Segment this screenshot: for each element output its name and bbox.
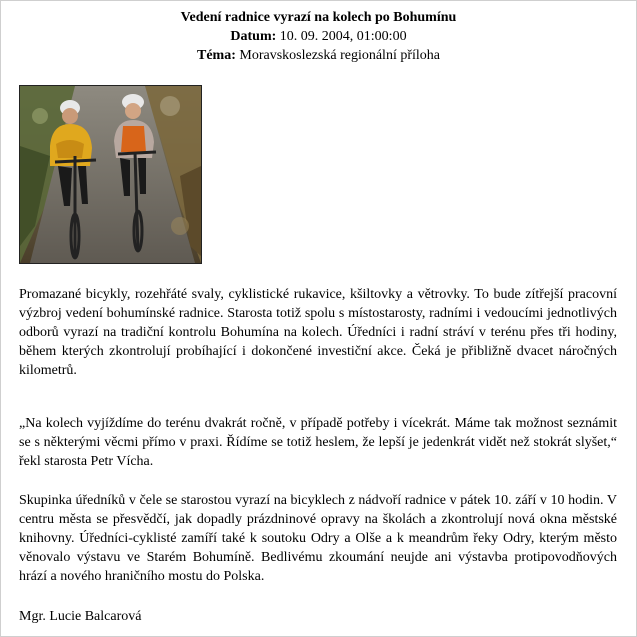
article-photo bbox=[19, 85, 202, 264]
article-paragraph-2: „Na kolech vyjíždíme do terénu dvakrát ročně, v případě potřeby i vícekrát. Máme tak možnost seznámit se s některými věcmi přímo v praxi. Řídíme se totiž heslem, že lepší je jedenkrát vidět než stokrát slyšet,“ řekl starosta Petr Vícha. bbox=[19, 416, 617, 469]
date-value: 10. 09. 2004, 01:00:00 bbox=[279, 29, 407, 44]
date-label: Datum: bbox=[230, 29, 277, 44]
topic-label: Téma: bbox=[196, 48, 236, 63]
topic-value: Moravskoslezská regionální příloha bbox=[239, 48, 440, 63]
article-author: Mgr. Lucie Balcarová bbox=[19, 609, 142, 624]
article-date bbox=[0, 27, 637, 46]
article-header bbox=[0, 8, 637, 65]
article-paragraph-1: Promazané bicykly, rozehřáté svaly, cyklistické rukavice, kšiltovky a větrovky. To bude zítřejší pracovní výzbroj vedení bohumínské radnice. Starosta totiž spolu s místostarosty, radními i vedoucími jednotlivých odborů vyrazí na tradiční kontrolu Bohumína na kolech. Úředníci i radní stráví v terénu přes tři hodiny, během kterých zkontrolují probíhající i dokončené investiční akce. Čeká je přibližně dvacet náročných kilometrů. bbox=[19, 287, 617, 378]
article-paragraph-3: Skupinka úředníků v čele se starostou vyrazí na bicyklech z nádvoří radnice v pátek 10. září v 10 hodin. V centru města se přesvědčí, jak dopadly prázdninové opravy na školách a zkontrolují nová okna městské knihovny. Úředníci-cyklisté zamíří také k soutoku Odry a Olše a k meandrům řeky Odry, kterým město věnovalo výstavu ve Starém Bohumíně. Bedlivému zkoumání neujde ani výstavba protipovodňových hrází a nového hraničního mostu do Polska. bbox=[19, 493, 617, 584]
article-topic bbox=[0, 46, 637, 65]
article-title: Vedení radnice vyrazí na kolech po Bohumínu bbox=[180, 10, 457, 25]
cyclists-photo bbox=[20, 86, 201, 263]
